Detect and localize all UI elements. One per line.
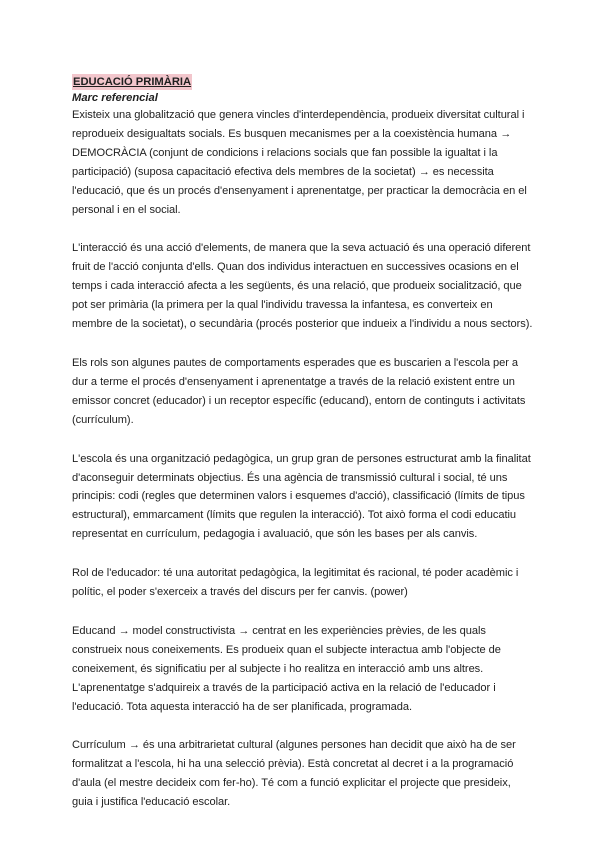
paragraph-escola: L'escola és una organització pedagògica, un grup gran de persones estructurat amb la finalitat d'aconseguir determinats objectius. És una agència de transmissió cultural i social, té uns principis: codi (regles que determinen valors i esquemes d'acció), classificació (límits de tipus estructural), emmarcament (límits que regulen la interacció). Tot això forma el codi educatiu representat en currículum, pedagogia i avaluació, que són les bases per als canvis. [72,452,531,541]
title-wrapper [72,72,534,90]
paragraph-rols: Els rols son algunes pautes de comportaments esperades que es buscarien a l'escola per a dur a terme el procés d'ensenyament i aprenentatge a través de la relació existent entre un emissor concret (educador) i un receptor específic (educand), entorn de continguts i activitats (currículum). [72,356,526,426]
document-page [72,72,534,832]
section-subtitle: Marc referencial [72,92,158,104]
paragraph-interaccio: L'interacció és una acció d'elements, de manera que la seva actuació és una operació diferent fruit de l'acció conjunta d'ells. Quan dos individus interactuen en successives ocasions en el temps i cada interacció afecta a les següents, és una relació, que produeix socialització, que pot ser primària (la primera per la qual l'individu travessa la infantesa, es converteix en membre de la societat), o secundària (procés posterior que indueix a l'individu a nous sectors). [72,242,533,331]
paragraph-educand: Educand → model constructivista → centrat en les experiències prèvies, de les quals construeix nous coneixements. Es produeix quan el subjecte interactua amb l'objecte de coneixement, és significatiu per al subjecte i ho realitza en interacció amb uns altres. L'aprenentatge s'adquireix a través de la participació activa en la relació de l'educador i l'educació. Tota aquesta interacció ha de ser planificada, programada. [72,624,501,713]
paragraph-globalitzacio: Existeix una globalització que genera vincles d'interdependència, produeix diversitat cultural i reprodueix desigualtats socials. Es busquen mecanismes per a la coexistència humana → DEMOCRÀCIA (conjunt de condicions i relacions socials que fan possible la igualtat i la participació) (suposa capacitació efectiva dels membres de la societat) → es necessita l'educació, que és un procés d'ensenyament i aprenentatge, per practicar la democràcia en el personal i en el social. [72,109,527,216]
paragraph-curriculum: Currículum → és una arbitrarietat cultural (algunes persones han decidit que això ha de ser formalitzat a l'escola, hi ha una selecció prèvia). Està concretat al decret i a la programació d'aula (el mestre decideix com fer-ho). Té com a funció explicitar el projecte que presideix, guia i justifica l'educació escolar. [72,739,516,809]
document-title: EDUCACIÓ PRIMÀRIA [73,76,192,88]
paragraph-rol-educador: Rol de l'educador: té una autoritat pedagògica, la legitimitat és racional, té poder acadèmic i polític, el poder s'exerceix a través del discurs per fer canvis. (power) [72,567,519,599]
